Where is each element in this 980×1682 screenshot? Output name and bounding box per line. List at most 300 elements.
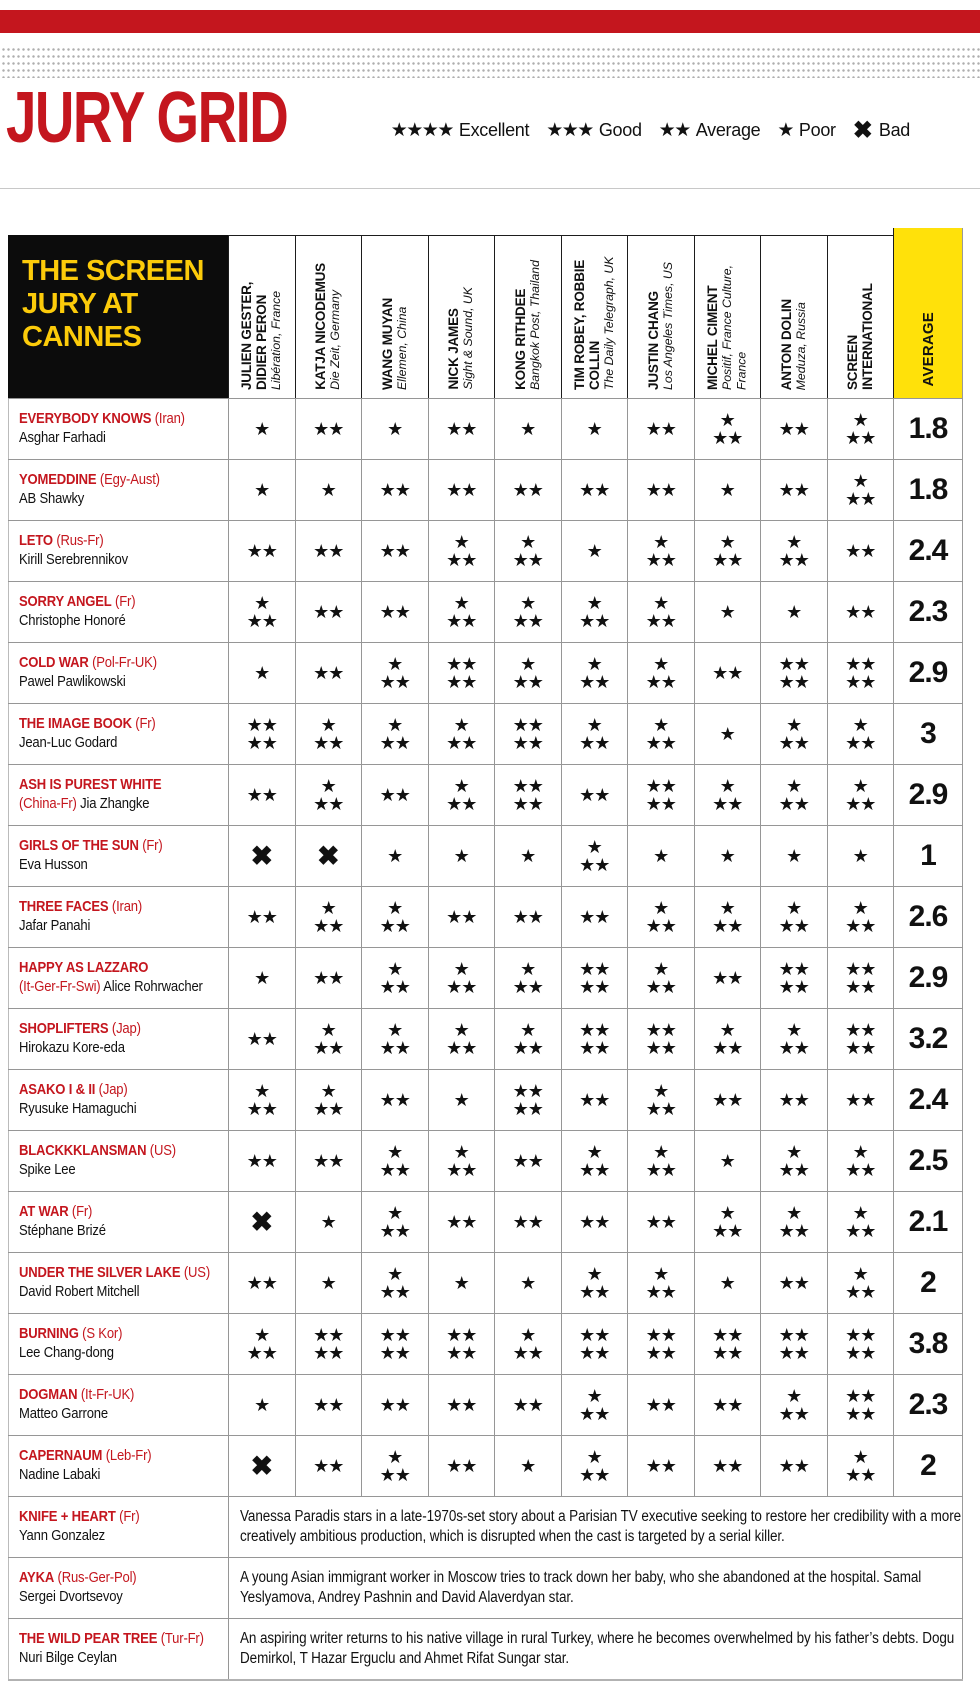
rating-cell: ★ ★★ [627,582,694,642]
film-title: THE IMAGE BOOK [19,715,132,733]
film-director-line [19,1588,226,1607]
film-title-line [19,837,226,856]
bad-x-icon: ✖ [250,1451,274,1481]
rating-cell: ★ [228,1375,295,1435]
film-title: BURNING [19,1325,79,1343]
rating-cell: ★ ★★ [361,1253,428,1313]
film-label-text [19,1264,226,1302]
rating-cell: ★★ ★★ [760,948,827,1008]
rating-cell: ★ ★★ [760,704,827,764]
film-director: Matteo Garrone [19,1405,108,1422]
film-label-cell [8,1375,228,1435]
rating-cell: ★★ [295,948,362,1008]
film-row [8,398,963,459]
average-cell: 3 [893,704,963,764]
film-director: Hirokazu Kore-eda [19,1039,125,1056]
rating-cell: ★ [228,399,295,459]
rotated-header-text [239,238,284,390]
rating-cell: ★ ★★ [561,1253,628,1313]
rating-cell: ★ ★★ [295,1009,362,1069]
critic-name: JULIEN GESTER, DIDIER PERON [239,281,270,390]
film-country: (Jap) [98,1081,128,1099]
rating-cell: ★★ [760,460,827,520]
critic-header-cell [228,235,295,398]
film-label-text [19,1630,226,1668]
synopsis-text-cell [228,1619,963,1679]
film-title-line [19,1081,226,1100]
film-label-cell [8,1131,228,1191]
synopsis-row [8,1496,963,1557]
critic-name: NICK JAMES [446,308,462,390]
rating-cell: ★★ [295,582,362,642]
film-country: (Fr) [115,593,136,611]
rating-cell: ★ [760,582,827,642]
critic-header-cell [827,235,894,398]
critic-outlet: Bangkok Post, Thailand [528,260,543,390]
rating-cell: ★★ [228,765,295,825]
film-label-text [19,1203,226,1241]
film-director-line [19,1649,226,1668]
rating-cell: ★ ★★ [760,521,827,581]
rating-cell: ★★ ★★ [428,643,495,703]
rating-cell: ★★ [428,1192,495,1252]
rating-cell: ★★ [428,887,495,947]
rating-cell: ★★ [827,521,894,581]
rating-cell: ★★ [428,1375,495,1435]
critic-header-cell [361,235,428,398]
rating-cell: ★ [428,1070,495,1130]
rating-cell: ★★ [694,948,761,1008]
bad-x-icon: ✖ [852,116,873,144]
film-label-cell [8,643,228,703]
rating-cell: ★ ★★ [760,1192,827,1252]
film-country: (Leb-Fr) [105,1447,152,1465]
rating-cell [228,826,295,886]
critic-header-cell [428,235,495,398]
jury-panel-title: THE SCREEN JURY AT CANNES [8,235,228,398]
film-title: AT WAR [19,1203,69,1221]
film-director-line [19,612,226,631]
rating-cell: ★★ [627,1375,694,1435]
film-row [8,886,963,947]
film-label-text [19,1081,226,1119]
film-label-text [19,654,226,692]
film-label-cell [8,1192,228,1252]
film-title-line [19,471,226,490]
film-director-line [19,856,226,875]
rating-cell: ★ ★★ [627,521,694,581]
film-country: (Egy-Aust) [99,471,160,489]
rating-cell: ★ [228,460,295,520]
rating-cell: ★★ ★★ [428,1314,495,1374]
film-director-line [19,1039,226,1058]
rotated-header-text [380,298,410,390]
synopsis-row [8,1557,963,1618]
film-title-line [19,1630,226,1649]
rating-cell: ★★ [361,460,428,520]
film-director-line [19,795,226,814]
rating-cell: ★ ★★ [428,948,495,1008]
critic-header-cell [561,235,628,398]
film-director: Jafar Panahi [19,917,91,934]
rating-cell: ★★ [295,1375,362,1435]
rating-cell: ★★ [827,1070,894,1130]
rating-cell: ★★ ★★ [561,1009,628,1069]
film-director-line [19,673,226,692]
rating-cell: ★ ★★ [694,1192,761,1252]
rating-cell: ★ ★★ [361,643,428,703]
critic-header-cell [295,235,362,398]
legend-item [659,119,761,142]
film-director-line [19,551,226,570]
average-cell: 2.3 [893,582,963,642]
film-director: Christophe Honoré [19,612,126,629]
synopsis-text: A young Asian immigrant worker in Moscow tries to track down her baby, who she abandoned at the hospital. Samal Yeslyamova, Andrey Pashnin and David Alaverdyan star. [240,1568,922,1606]
film-title: AYKA [19,1569,55,1587]
rating-cell: ★ [694,1253,761,1313]
rating-cell: ★★ [228,521,295,581]
film-title-line [19,593,226,612]
film-row [8,1313,963,1374]
rating-cell: ★ [494,399,561,459]
dotted-texture-band [0,44,980,78]
critic-header-cell [760,235,827,398]
rating-cell: ★★ ★★ [827,643,894,703]
rating-cell: ★ ★★ [561,1375,628,1435]
legend-label: Bad [878,119,910,140]
rating-cell: ★★ [694,1070,761,1130]
film-label-cell [8,1497,228,1557]
star-rating-icon: ★ [777,119,793,141]
film-director: Ryusuke Hamaguchi [19,1100,137,1117]
critic-name: ANTON DOLIN [778,298,794,390]
average-cell: 2.4 [893,521,963,581]
rating-cell: ★ ★★ [694,521,761,581]
film-title-line [19,1142,226,1161]
film-director-line [19,1161,226,1180]
film-label-cell [8,460,228,520]
critic-header-cell [627,235,694,398]
film-label-text [19,837,226,875]
film-title: SHOPLIFTERS [19,1020,109,1038]
rating-cell: ★ ★★ [494,643,561,703]
rating-cell: ★ ★★ [827,399,894,459]
film-row [8,825,963,886]
film-row [8,1191,963,1252]
film-title-line [19,1203,226,1222]
rating-cell: ★ [494,1436,561,1496]
rating-cell: ★★ ★★ [295,1314,362,1374]
rating-cell: ★★ [361,582,428,642]
rating-cell: ★ ★★ [827,704,894,764]
average-cell: 2.1 [893,1192,963,1252]
average-cell: 2.4 [893,1070,963,1130]
film-title: LETO [19,532,53,550]
film-country: (Tur-Fr) [160,1630,204,1648]
rating-cell: ★ ★★ [428,521,495,581]
average-cell: 2.9 [893,643,963,703]
rating-cell: ★ [295,1192,362,1252]
film-title-line [19,1508,226,1527]
film-title-line [19,776,226,795]
rating-cell: ★ ★★ [827,765,894,825]
rating-cell: ★ ★★ [494,1009,561,1069]
film-country: (Fr) [142,837,163,855]
film-row [8,764,963,825]
film-label-text [19,593,226,631]
film-director: Lee Chang-dong [19,1344,114,1361]
film-director-line [19,978,226,997]
film-label-text [19,1386,226,1424]
rotated-header-text [513,260,543,390]
critic-outlet: Los Angeles Times, US [661,262,676,390]
film-director: Asghar Farhadi [19,429,106,446]
rating-cell: ★ ★★ [295,765,362,825]
film-director: Nadine Labaki [19,1466,101,1483]
critic-name: TIM ROBEY, ROBBIE COLLIN [571,259,602,390]
film-director: Jean-Luc Godard [19,734,118,751]
rating-cell: ★ ★★ [760,765,827,825]
legend-label: Poor [798,119,836,140]
rating-cell: ★ ★★ [428,704,495,764]
film-label-cell [8,1070,228,1130]
rating-cell: ★★ ★★ [627,765,694,825]
rating-cell: ★★ [428,399,495,459]
rating-cell: ★ ★★ [561,582,628,642]
film-title: SORRY ANGEL [19,593,112,611]
film-label-text [19,1569,226,1607]
rating-cell: ★ [760,826,827,886]
rating-cell: ★ ★★ [827,887,894,947]
legend-item [546,119,641,142]
rating-cell: ★★ [627,399,694,459]
film-label-cell [8,521,228,581]
critic-outlet: Meduza, Russia [794,301,809,390]
rating-cell: ★ [228,643,295,703]
rating-cell: ★ [494,1253,561,1313]
film-label-cell [8,1253,228,1313]
rating-cell: ★ [295,1253,362,1313]
rating-cell: ★★ [760,1436,827,1496]
average-cell: 1.8 [893,460,963,520]
film-director: Alice Rohrwacher [103,978,203,995]
film-country: (Iran) [154,410,185,428]
film-director: Jia Zhangke [80,795,150,812]
rotated-header-text [646,262,676,390]
star-rating-icon: ★★★★ [390,119,453,141]
rating-cell: ★ ★★ [627,704,694,764]
rating-cell: ★★ [428,460,495,520]
rotated-header-text [705,238,749,390]
film-director-line [19,490,226,509]
divider-line [0,188,980,189]
film-title-line [19,1569,226,1588]
film-title-line [19,1386,226,1405]
film-country: (Jap) [111,1020,141,1038]
film-director: Eva Husson [19,856,88,873]
rating-cell: ★ ★★ [627,1253,694,1313]
critic-header-cell [494,235,561,398]
rating-cell [295,826,362,886]
average-cell: 2.3 [893,1375,963,1435]
film-title: ASAKO I & II [19,1081,96,1099]
film-label-text [19,715,226,753]
rating-cell: ★ ★★ [627,1131,694,1191]
rating-cell: ★★ [494,887,561,947]
legend-label: Excellent [458,119,530,140]
star-rating-icon: ★★★ [546,119,593,141]
rating-cell: ★ ★★ [361,704,428,764]
film-director-line [19,1527,226,1546]
rating-cell: ★ ★★ [827,1436,894,1496]
film-title: COLD WAR [19,654,89,672]
film-title-line [19,654,226,673]
film-label-cell [8,582,228,642]
film-director-line [19,734,226,753]
rating-cell: ★★ [361,765,428,825]
film-row [8,642,963,703]
critic-name: SCREEN INTERNATIONAL [845,283,876,390]
average-header-label: AVERAGE [919,311,937,386]
rating-cell [228,1192,295,1252]
film-row [8,1008,963,1069]
synopsis-text-cell [228,1497,963,1557]
film-title: KNIFE + HEART [19,1508,116,1526]
film-title-line [19,1264,226,1283]
rating-cell: ★ [561,399,628,459]
film-label-text [19,1447,226,1485]
film-label-cell [8,887,228,947]
rating-cell: ★ ★★ [694,765,761,825]
rating-cell: ★ [494,826,561,886]
film-label-text [19,1020,226,1058]
legend-item [777,119,835,142]
rating-cell: ★★ [561,887,628,947]
film-row [8,520,963,581]
film-country: (It-Ger-Fr-Swi) [19,978,101,995]
film-country: (Rus-Fr) [56,532,104,550]
film-country: (Pol-Fr-UK) [92,654,157,672]
rating-cell: ★★ [760,1070,827,1130]
rating-cell: ★ ★★ [627,887,694,947]
rating-cell: ★★ [494,1131,561,1191]
rating-cell: ★★ [295,521,362,581]
rating-cell: ★ ★★ [494,948,561,1008]
rating-cell: ★ [361,826,428,886]
rating-cell: ★ ★★ [627,643,694,703]
film-label-cell [8,1009,228,1069]
page-title: JURY GRID [6,78,288,158]
rating-cell: ★ ★★ [827,1192,894,1252]
synopsis-text: An aspiring writer returns to his native village in rural Turkey, where he becomes overwhelmed by his father’s debts. Dogu Demirkol, T Hazar Erguclu and Ahmet Rifat Sungar star. [240,1629,955,1667]
rating-cell: ★ ★★ [694,1009,761,1069]
bad-x-icon: ✖ [316,841,340,871]
rating-cell: ★ [627,826,694,886]
rating-cell: ★ [361,399,428,459]
film-row [8,1435,963,1496]
bad-x-icon: ✖ [250,1207,274,1237]
film-label-cell [8,1558,228,1618]
film-country: (Rus-Ger-Pol) [57,1569,137,1587]
critic-outlet: Positif, France Culture, France [720,264,749,390]
film-label-cell [8,765,228,825]
critic-name: MICHEL CIMENT [705,285,721,390]
film-label-text [19,1325,226,1363]
rating-cell: ★★ ★★ [827,1009,894,1069]
film-label-cell [8,1619,228,1679]
rating-cell: ★★ [494,460,561,520]
rating-cell: ★★ [760,399,827,459]
average-cell: 3.2 [893,1009,963,1069]
rating-cell: ★★ ★★ [627,1314,694,1374]
rating-legend [390,112,910,148]
film-row [8,703,963,764]
rating-cell: ★ ★★ [428,1009,495,1069]
film-title-line [19,1447,226,1466]
rating-cell: ★★ [627,1436,694,1496]
rating-cell: ★★ [228,1131,295,1191]
star-rating-icon: ★★ [658,119,690,141]
rating-cell: ★★ [295,399,362,459]
film-country: (S Kor) [82,1325,123,1343]
rating-cell: ★ ★★ [494,582,561,642]
film-label-cell [8,1314,228,1374]
average-cell: 2.9 [893,765,963,825]
rating-cell: ★★ [627,1192,694,1252]
rating-cell: ★★ [494,1192,561,1252]
legend-label: Good [598,119,642,140]
film-label-cell [8,948,228,1008]
film-title: UNDER THE SILVER LAKE [19,1264,181,1282]
rating-cell: ★★ [561,1192,628,1252]
film-director: Stéphane Brizé [19,1222,106,1239]
rating-cell: ★ ★★ [361,1009,428,1069]
rating-cell: ★ ★★ [361,887,428,947]
film-row [8,1069,963,1130]
rotated-header-text [446,287,476,390]
film-title: HAPPY AS LAZZARO [19,959,149,977]
film-title: GIRLS OF THE SUN [19,837,139,855]
rating-cell: ★★ [561,460,628,520]
average-cell: 2.9 [893,948,963,1008]
film-title: THE WILD PEAR TREE [19,1630,158,1648]
rating-cell: ★ ★★ [361,1192,428,1252]
rotated-header-text [845,238,875,390]
rating-cell: ★★ [694,643,761,703]
film-director-line [19,1100,226,1119]
rating-cell: ★ ★★ [760,887,827,947]
rating-cell: ★ [428,826,495,886]
film-row [8,581,963,642]
critic-outlet: The Daily Telegraph, UK [602,256,617,390]
rating-cell: ★ [561,521,628,581]
film-director: Yann Gonzalez [19,1527,106,1544]
average-cell: 2.6 [893,887,963,947]
film-title: ASH IS PUREST WHITE [19,776,162,794]
critic-outlet: Die Zeit, Germany [328,290,343,390]
average-cell: 1.8 [893,399,963,459]
rating-cell: ★ ★★ [627,1070,694,1130]
film-country: (Iran) [111,898,143,916]
film-director-line [19,1405,226,1424]
film-director-line [19,917,226,936]
average-cell: 2.5 [893,1131,963,1191]
rating-cell: ★ ★★ [561,826,628,886]
film-title-line [19,1020,226,1039]
film-label-text [19,959,226,997]
film-label-text [19,532,226,570]
rating-cell: ★★ [361,521,428,581]
